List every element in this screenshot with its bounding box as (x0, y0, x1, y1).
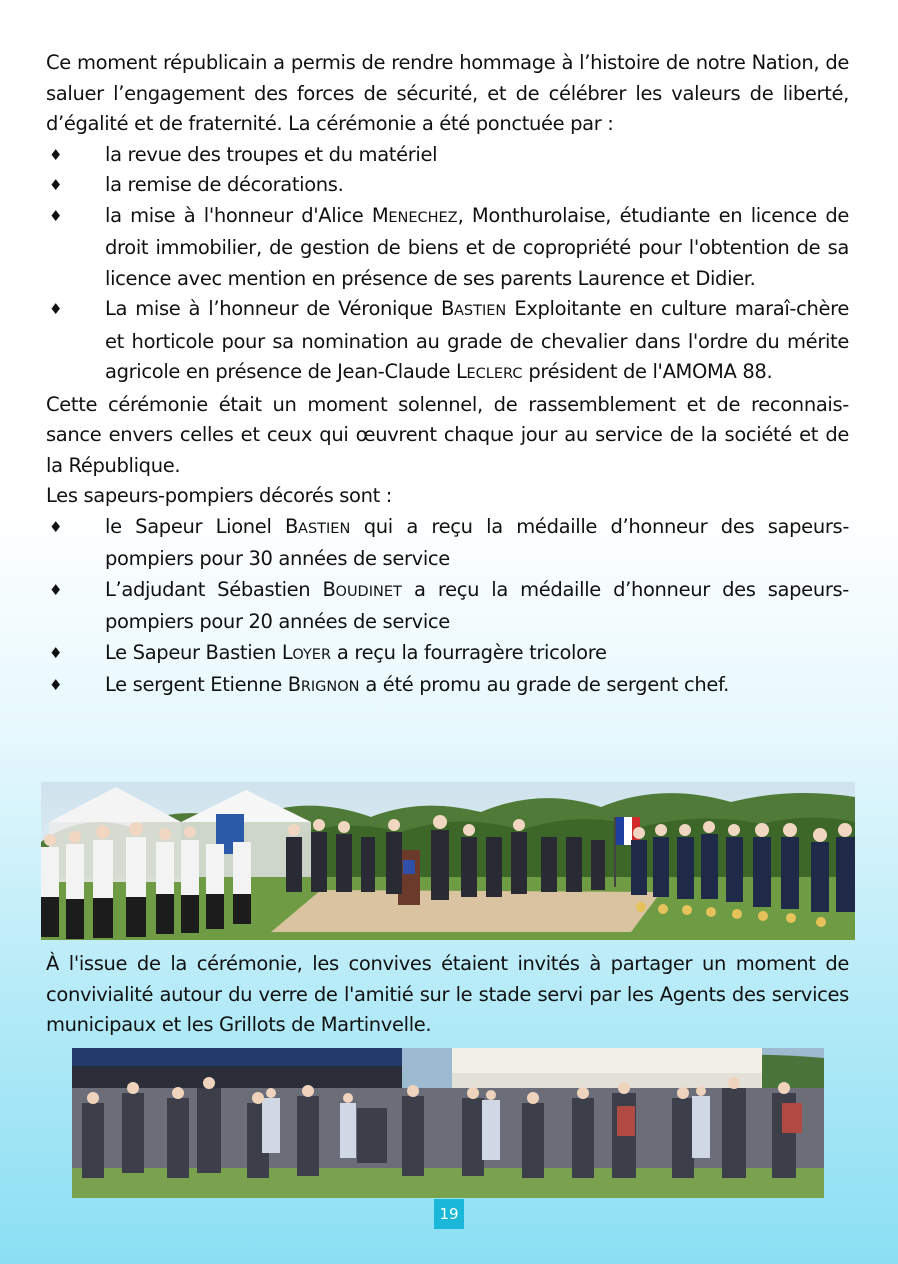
list-item: ♦ L’adjudant Sébastien BOUDINET a reçu la médaille d’honneur des sapeurs-pompiers pour 20 années de service (46, 575, 849, 638)
bullet-diamond-icon: ♦ (49, 676, 63, 694)
bullet-diamond-icon: ♦ (49, 176, 63, 194)
firefighters-heading: Les sapeurs-pompiers décorés sont : (46, 484, 392, 507)
intro-paragraph: Ce moment républicain a permis de rendre hommage à l’histoire de notre Nation, de saluer l’engagement des forces de sécurité, et de célébrer les valeurs de liberté, d’égalité et de fraternité. La cérémonie a été ponctuée par : (46, 51, 849, 135)
reception-text (46, 949, 849, 1041)
list-item: ♦ Le sergent Etienne BRIGNON a été promu au grade de sergent chef. (46, 670, 849, 703)
list-item: ♦ le Sapeur Lionel BASTIEN qui a reçu la médaille d’honneur des sapeurs-pompiers pour 30 années de service (46, 512, 849, 575)
bullet-diamond-icon: ♦ (49, 517, 63, 536)
article-body (46, 48, 849, 703)
page-number: 19 (434, 1199, 464, 1229)
list-item: ♦ La mise à l’honneur de Véronique BASTIEN Exploitante en culture maraî-chère et horticole pour sa nomination au grade de chevalier dans l'ordre du mérite agricole en présence de Jean-Claude LECLERC président de l'AMOMA 88. (46, 294, 849, 390)
bullet-diamond-icon: ♦ (49, 145, 63, 164)
bullet-diamond-icon: ♦ (49, 643, 63, 662)
ceremony-photo (41, 782, 855, 940)
list-item: ♦ Le Sapeur Bastien LOYER a reçu la fourragère tricolore (46, 638, 849, 671)
list-item: ♦ la revue des troupes et du matériel (46, 140, 849, 171)
reception-photo (72, 1048, 824, 1198)
ceremony-photo-illustration (41, 782, 855, 940)
list-item: ♦ la remise de décorations. (46, 170, 849, 201)
bullet-diamond-icon: ♦ (49, 206, 63, 225)
reception-photo-illustration (72, 1048, 824, 1198)
bullet-diamond-icon: ♦ (49, 580, 63, 599)
reception-paragraph: À l'issue de la cérémonie, les convives étaient invités à partager un moment de convivialité autour du verre de l'amitié sur le stade servi par les Agents des services municipaux et les Grillots de Martinvelle. (46, 952, 849, 1036)
bullet-diamond-icon: ♦ (49, 300, 63, 318)
ceremony-paragraph: Cette cérémonie était un moment solennel, de rassemblement et de reconnais-sance envers celles et ceux qui œuvrent chaque jour au service de la société et de la République. (46, 392, 849, 477)
list-item: ♦ la mise à l'honneur d'Alice MENECHEZ, Monthurolaise, étudiante en licence de droit immobilier, de gestion de biens et de copropriété pour l'obtention de sa licence avec mention en présence de ses parents Laurence et Didier. (46, 201, 849, 295)
